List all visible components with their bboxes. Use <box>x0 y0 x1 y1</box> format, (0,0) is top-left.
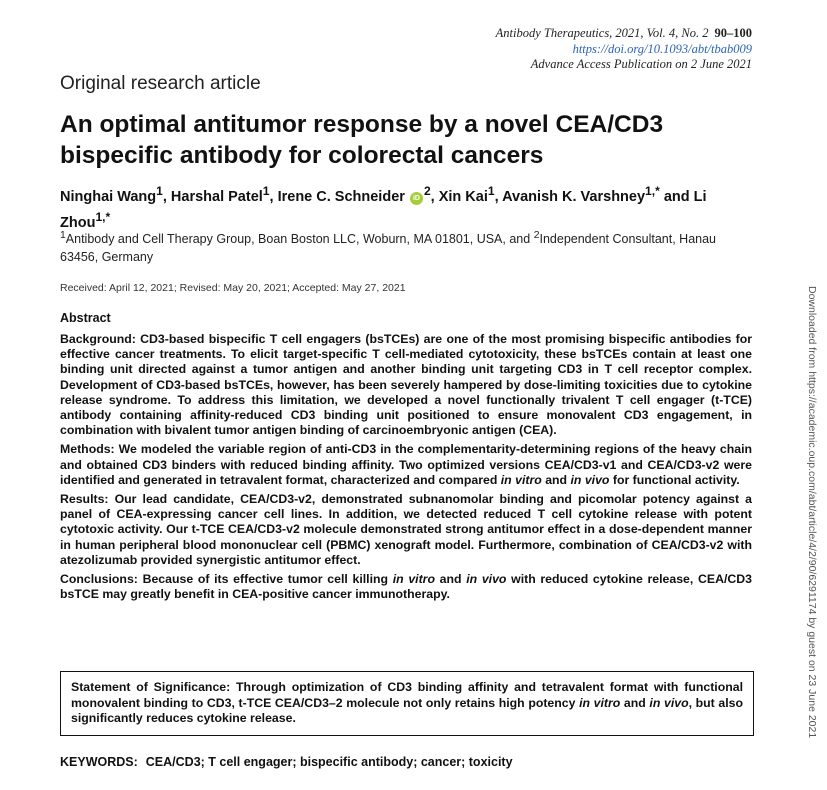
download-watermark: Downloaded from https://academic.oup.com/abt/article/4/2/90/6291174 by guest on 23 June 2021 <box>806 286 818 739</box>
section-label: Methods: <box>60 442 115 457</box>
author-affiliation-mark: 1 <box>262 184 270 198</box>
abstract-background: Background: CD3-based bispecific T cell engagers (bsTCEs) are one of the most promising bispecific antibodies for effective cancer treatments. To elicit target-specific T cell-mediated cytotoxicity, these bsTCEs contain at least one binding unit directed against a tumor antigen and another binding unit targeting CD3 in T cell receptor complex. Development of CD3-based bsTCEs, however, has been severely hampered by dose-limiting toxicities due to cytokine release syndrome. To address this limitation, we developed a novel functionally trivalent T cell engager (t-TCE) antibody containing affinity-reduced CD3 binding unit positioned to ensure monovalent CD3 engagement, in combination with bivalent tumor antigen binding of carcinoembryonic antigen (CEA). <box>60 332 752 438</box>
doi-link[interactable]: https://doi.org/10.1093/abt/tbab009 <box>572 41 752 56</box>
orcid-icon[interactable]: iD <box>410 192 423 205</box>
submission-dates: Received: April 12, 2021; Revised: May 20, 2021; Accepted: May 27, 2021 <box>60 282 406 294</box>
author-affiliation-mark: 1 <box>487 184 495 198</box>
page-range: 90–100 <box>714 26 752 40</box>
section-label: Conclusions: <box>60 572 138 587</box>
affiliation-mark: 2 <box>533 230 540 241</box>
keywords-label: KEYWORDS: <box>60 755 138 769</box>
keywords-list: CEA/CD3; T cell engager; bispecific antibody; cancer; toxicity <box>145 755 513 769</box>
author-affiliation-mark: 1,* <box>645 184 660 198</box>
significance-label: Statement of Significance: <box>71 680 231 694</box>
abstract-conclusions: Conclusions: Because of its effective tumor cell killing in vitro and in vivo with reduced cytokine release, CEA/CD3 bsTCE may greatly benefit in CEA-positive cancer immunotherapy. <box>60 572 752 602</box>
author-affiliation-mark: 1,* <box>95 209 111 224</box>
article-type: Original research article <box>60 73 261 94</box>
abstract-results: Results: Our lead candidate, CEA/CD3-v2, demonstrated subnanomolar binding and picomolar potency against a panel of CEA-expressing cancer cell lines. In addition, we detected reduced T cell cytokine release with potent cytotoxic activity. Our t-TCE CEA/CD3-v2 molecule demonstrated strong antitumor effect in a dose-dependent manner in human peripheral blood mononuclear cell (PBMC) xenograft model. Furthermore, combination of CEA/CD3-v2 with atezolizumab provided synergistic antitumor effect. <box>60 492 752 567</box>
author-name[interactable]: Xin Kai <box>438 188 488 205</box>
author-affiliation-mark: 2 <box>423 184 431 198</box>
author-name[interactable]: Harshal Patel <box>170 188 263 205</box>
advance-access-date: Advance Access Publication on 2 June 2021 <box>530 57 752 71</box>
author-name[interactable]: Irene C. Schneider <box>277 188 405 205</box>
author-name[interactable]: Li Zhou <box>60 188 707 231</box>
author-name[interactable]: Ninghai Wang <box>60 188 157 205</box>
abstract-body <box>60 332 752 606</box>
section-label: Results: <box>60 492 109 507</box>
abstract-methods: Methods: We modeled the variable region of anti-CD3 in the complementarity-determining regions of the heavy chain and obtained CD3 binders with reduced binding affinity. Two optimized versions CEA/CD3-v1 and CEA/CD3-v2 were identified and generated in tetravalent format, characterized and compared in vitro and in vivo for functional activity. <box>60 442 752 487</box>
journal-citation: Antibody Therapeutics, 2021, Vol. 4, No. 2 <box>495 26 709 40</box>
affiliation-mark: 1 <box>60 230 66 241</box>
journal-header <box>496 26 752 73</box>
author-name[interactable]: Avanish K. Varshney <box>502 188 646 205</box>
keywords <box>60 755 513 769</box>
affiliation-text: Independent Consultant, Hanau 63456, Germany <box>60 232 717 265</box>
abstract-heading: Abstract <box>60 311 111 325</box>
section-label: Background: <box>60 332 136 346</box>
affiliation-text: Antibody and Cell Therapy Group, Boan Boston LLC, Woburn, MA 01801, USA, and <box>65 232 531 247</box>
article-title: An optimal antitumor response by a novel CEA/CD3 bispecific antibody for colorectal cancers <box>60 111 664 169</box>
author-list: Ninghai Wang$^1$, Harshal Patel$^1$, Irene C. Schneider $iD^2$, Xin Kai$^1$, Avanish K. Varshney$^{1,*}$ and Li Zhou$^{1,*}$ <box>60 184 707 231</box>
statement-of-significance: Statement of Significance: Through optimization of CD3 binding affinity and tetravalent format with functional monovalent binding to CD3, t-TCE CEA/CD3–2 molecule not only retains high potency in vitro and in vivo, but also significantly reduces cytokine release. <box>60 671 754 736</box>
affiliations <box>60 227 750 266</box>
author-conjunction: and <box>663 188 690 205</box>
author-affiliation-mark: 1 <box>156 184 163 198</box>
